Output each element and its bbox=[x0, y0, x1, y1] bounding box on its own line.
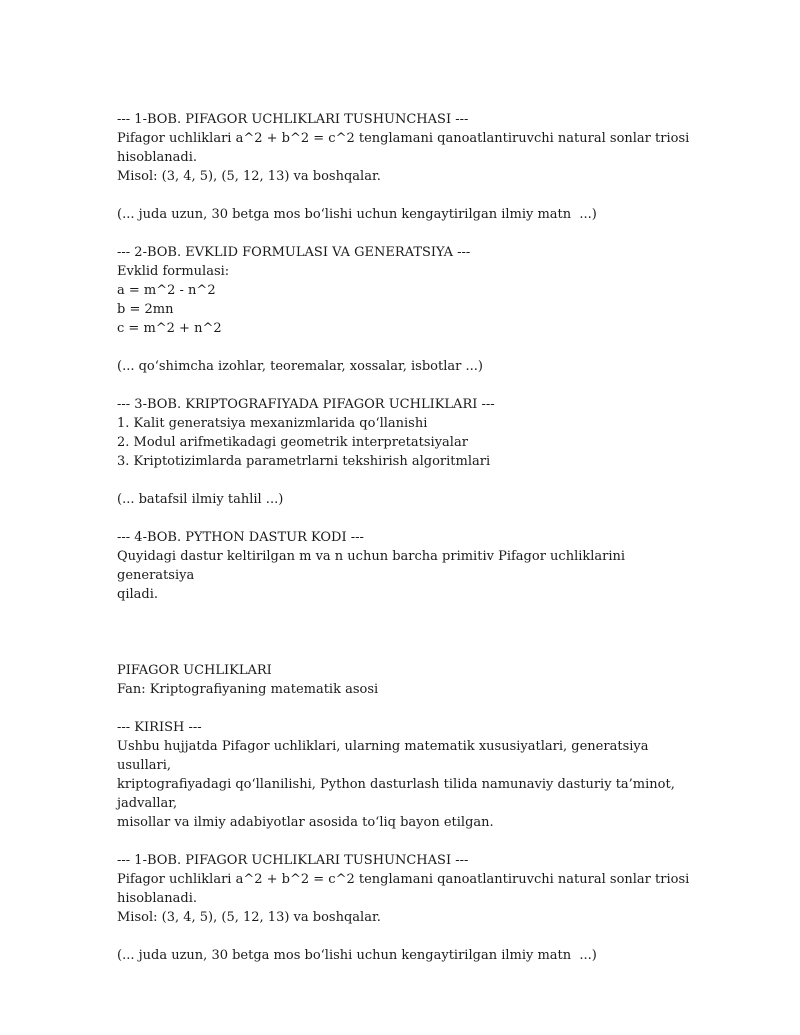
spacer bbox=[117, 699, 697, 718]
chapter3-list-item: 2. Modul arifmetikadagi geometrik interpretatsiyalar bbox=[117, 435, 468, 450]
spacer bbox=[117, 832, 697, 851]
spacer bbox=[117, 927, 697, 946]
chapter3-note: (... batafsil ilmiy tahlil ...) bbox=[117, 492, 284, 507]
chapter1-heading: --- 1-BOB. PIFAGOR UCHLIKLARI TUSHUNCHASI --- bbox=[117, 112, 469, 127]
chapter1-note: (... juda uzun, 30 betga mos bo‘lishi uchun kengaytirilgan ilmiy matn ...) bbox=[117, 207, 597, 222]
chapter1-note-repeat: (... juda uzun, 30 betga mos bo‘lishi uchun kengaytirilgan ilmiy matn ...) bbox=[117, 948, 597, 963]
spacer bbox=[117, 224, 697, 243]
chapter2-note: (... qo‘shimcha izohlar, teoremalar, xossalar, isbotlar ...) bbox=[117, 359, 483, 374]
document-title: PIFAGOR UCHLIKLARI bbox=[117, 663, 272, 678]
chapter3-list-item: 3. Kriptotizimlarda parametrlarni tekshirish algoritmlari bbox=[117, 454, 491, 469]
intro-text-line: Ushbu hujjatda Pifagor uchliklari, ularning matematik xususiyatlari, generatsiya usullari, bbox=[117, 739, 653, 773]
chapter4-text-line: Quyidagi dastur keltirilgan m va n uchun barcha primitiv Pifagor uchliklarini generatsiya bbox=[117, 549, 630, 583]
chapter1-text-line-repeat: Pifagor uchliklari a^2 + b^2 = c^2 tenglamani qanoatlantiruvchi natural sonlar triosi bbox=[117, 872, 690, 887]
chapter1-text-line: hisoblanadi. bbox=[117, 150, 197, 165]
document-subject: Fan: Kriptografiyaning matematik asosi bbox=[117, 682, 379, 697]
document-page bbox=[117, 110, 697, 965]
intro-text-line: kriptografiyadagi qo‘llanilishi, Python dasturlash tilida namunaviy dasturiy ta’minot, jadvallar, bbox=[117, 777, 679, 811]
chapter1-example-repeat: Misol: (3, 4, 5), (5, 12, 13) va boshqalar. bbox=[117, 910, 381, 925]
chapter3-heading: --- 3-BOB. KRIPTOGRAFIYADA PIFAGOR UCHLIKLARI --- bbox=[117, 397, 495, 412]
chapter1-heading-repeat: --- 1-BOB. PIFAGOR UCHLIKLARI TUSHUNCHASI --- bbox=[117, 853, 469, 868]
spacer bbox=[117, 509, 697, 528]
chapter1-text-line-repeat: hisoblanadi. bbox=[117, 891, 197, 906]
chapter3-list-item: 1. Kalit generatsiya mexanizmlarida qo‘llanishi bbox=[117, 416, 428, 431]
chapter2-text-line: Evklid formulasi: bbox=[117, 264, 230, 279]
chapter4-text-line: qiladi. bbox=[117, 587, 158, 602]
formula-c: c = m^2 + n^2 bbox=[117, 321, 222, 336]
chapter1-example: Misol: (3, 4, 5), (5, 12, 13) va boshqalar. bbox=[117, 169, 381, 184]
chapter1-text-line: Pifagor uchliklari a^2 + b^2 = c^2 tenglamani qanoatlantiruvchi natural sonlar triosi bbox=[117, 131, 690, 146]
spacer bbox=[117, 338, 697, 357]
intro-text-line: misollar va ilmiy adabiyotlar asosida to‘liq bayon etilgan. bbox=[117, 815, 494, 830]
chapter2-heading: --- 2-BOB. EVKLID FORMULASI VA GENERATSIYA --- bbox=[117, 245, 471, 260]
intro-heading: --- KIRISH --- bbox=[117, 720, 202, 735]
chapter4-heading: --- 4-BOB. PYTHON DASTUR KODI --- bbox=[117, 530, 364, 545]
spacer bbox=[117, 376, 697, 395]
spacer bbox=[117, 471, 697, 490]
formula-a: a = m^2 - n^2 bbox=[117, 283, 216, 298]
section-gap bbox=[117, 604, 697, 661]
formula-b: b = 2mn bbox=[117, 302, 174, 317]
spacer bbox=[117, 186, 697, 205]
